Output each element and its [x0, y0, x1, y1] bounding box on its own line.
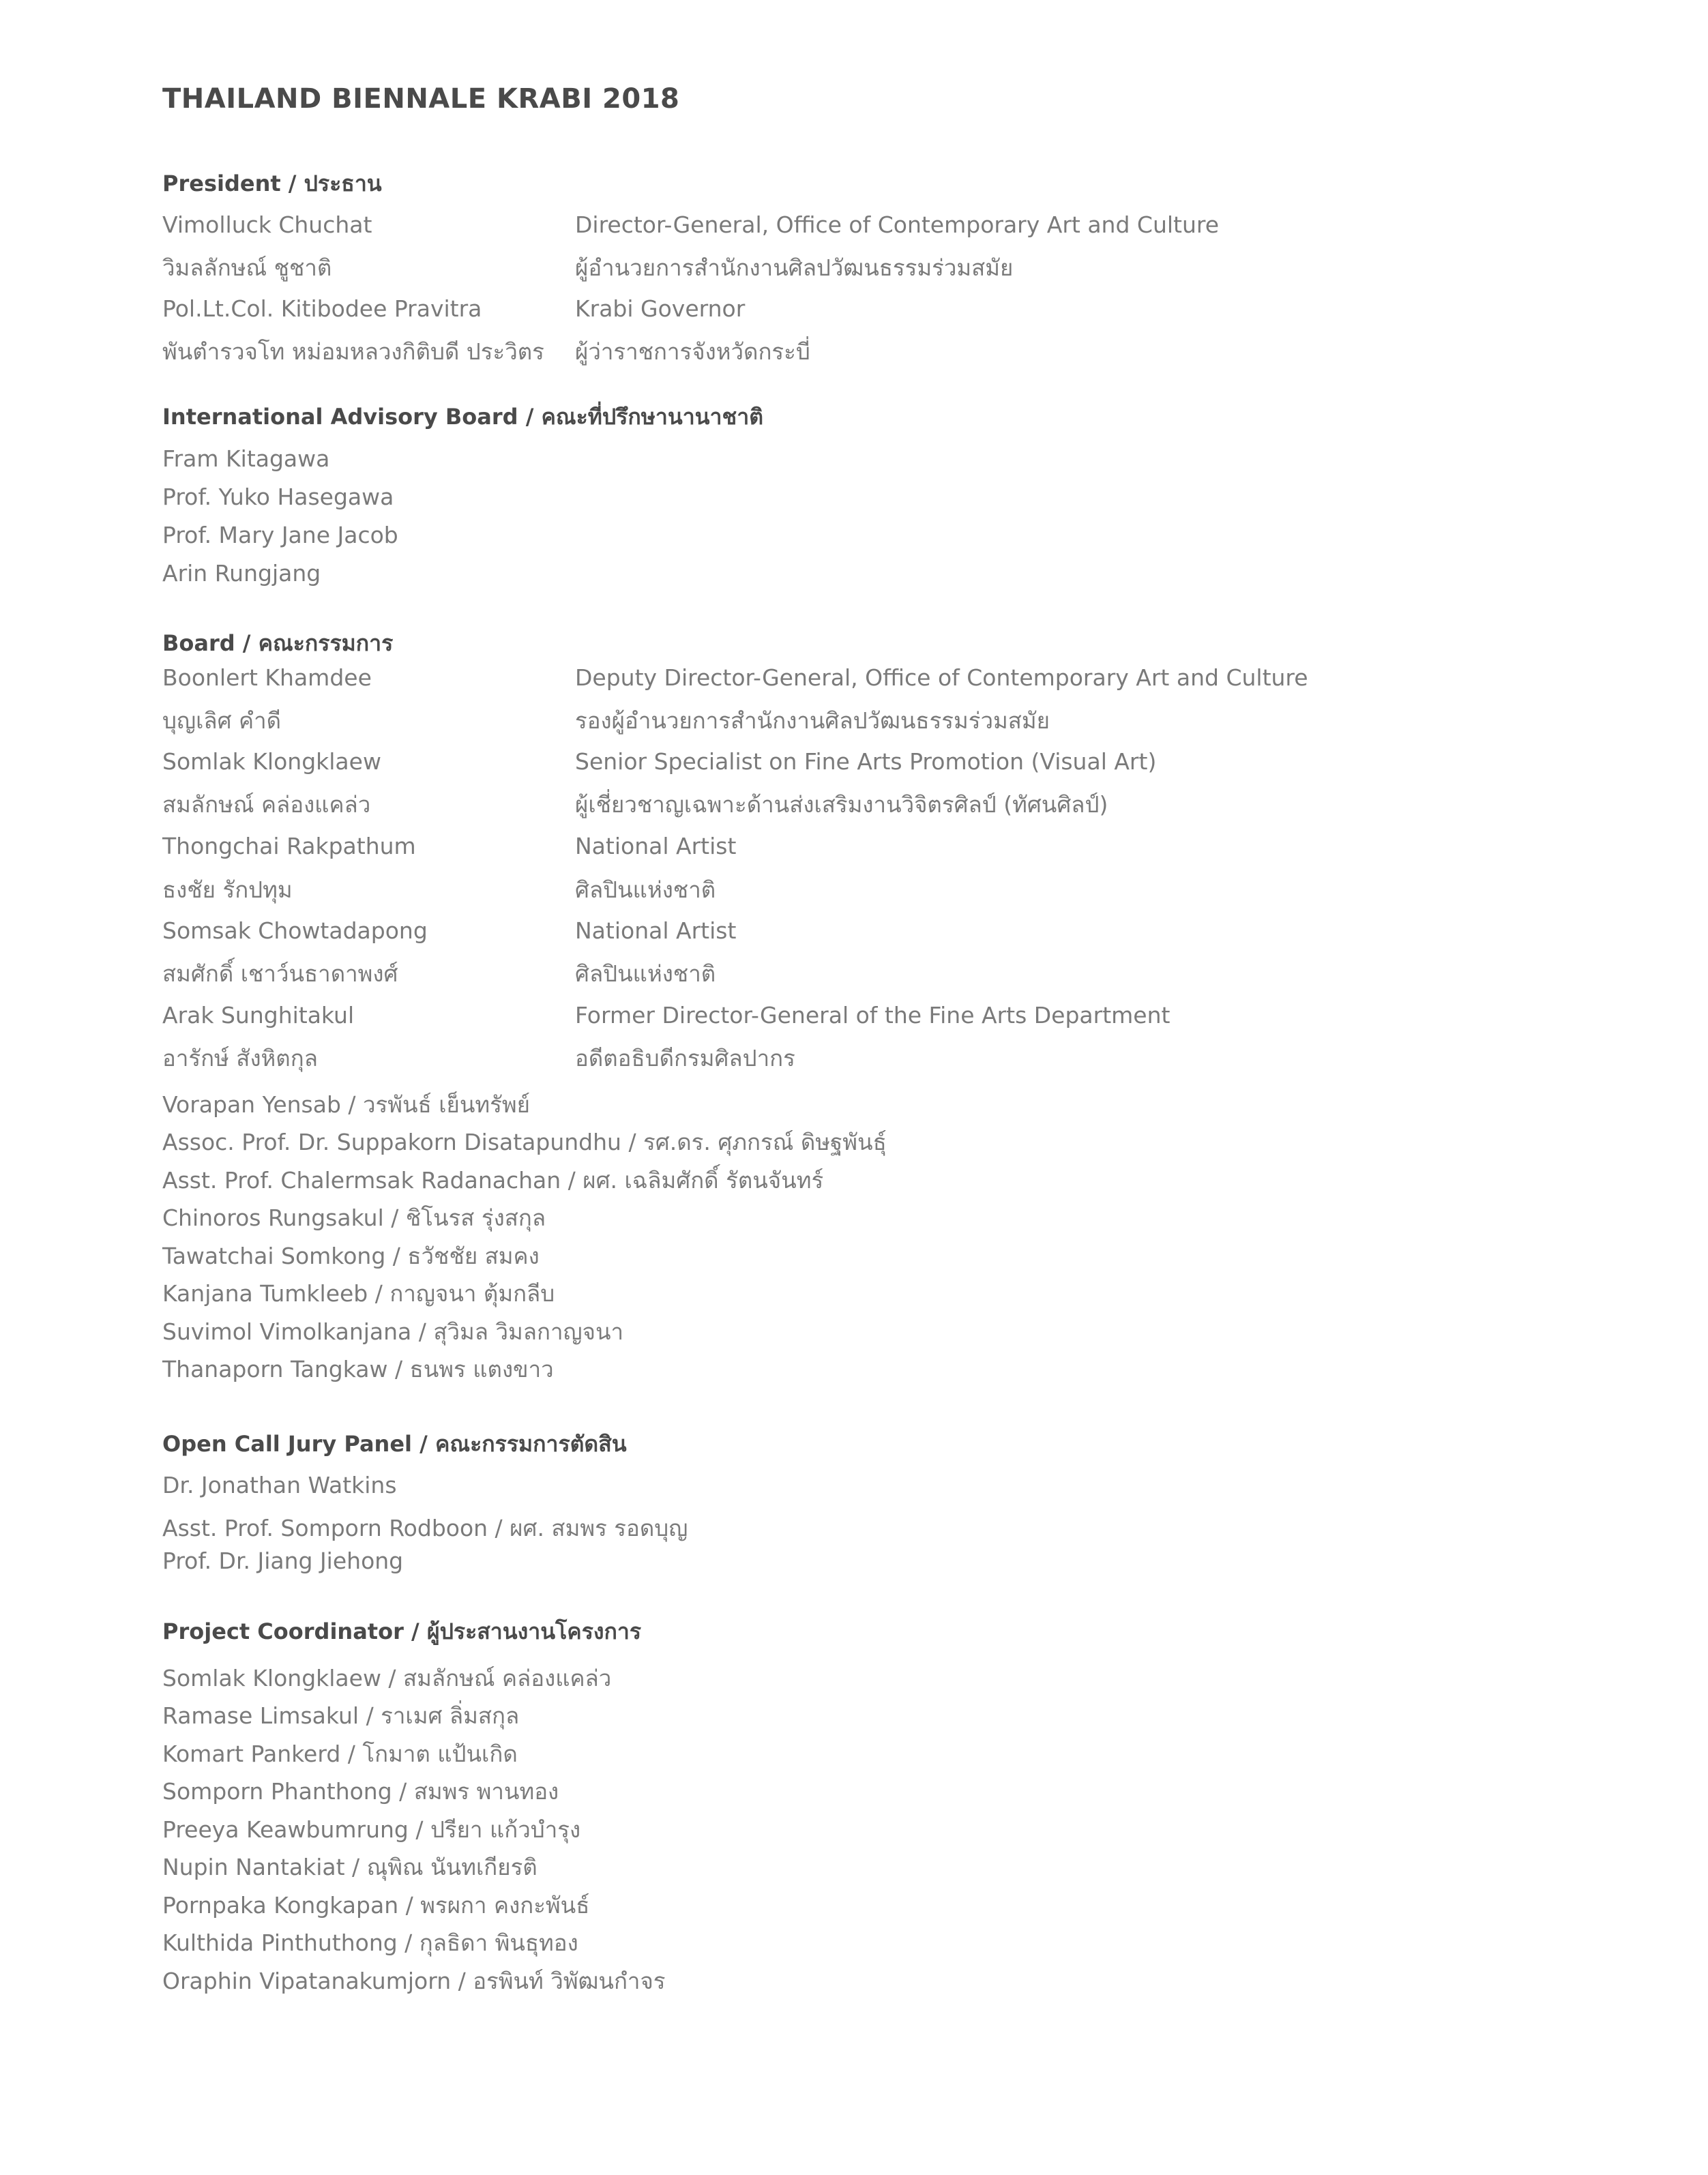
- role-th: ผู้เชี่ยวชาญเฉพาะด้านส่งเสริมงานวิจิตรศิลป์ (ทัศนศิลป์): [575, 791, 1108, 818]
- member-item: Assoc. Prof. Dr. Suppakorn Disatapundhu / รศ.ดร. ศุภกรณ์ ดิษฐพันธุ์: [162, 1129, 887, 1155]
- name-en: Thongchai Rakpathum: [162, 833, 416, 859]
- member-item: Somlak Klongklaew / สมลักษณ์ คล่องแคล่ว: [162, 1665, 612, 1691]
- role-th: ผู้อำนวยการสำนักงานศิลปวัฒนธรรมร่วมสมัย: [575, 254, 1014, 281]
- name-en: Somsak Chowtadapong: [162, 917, 428, 944]
- role-th: ผู้ว่าราชการจังหวัดกระบี่: [575, 338, 810, 365]
- member-item: Prof. Dr. Jiang Jiehong: [162, 1548, 404, 1574]
- role-en: National Artist: [575, 917, 737, 944]
- member-item: Tawatchai Somkong / ธวัชชัย สมคง: [162, 1243, 540, 1269]
- member-item: Fram Kitagawa: [162, 445, 330, 472]
- member-item: Kulthida Pinthuthong / กุลธิดา พินธุทอง: [162, 1929, 578, 1956]
- member-item: Pornpaka Kongkapan / พรผกา คงกะพันธ์: [162, 1892, 590, 1919]
- role-th: ศิลปินแห่งชาติ: [575, 960, 716, 987]
- member-item: Ramase Limsakul / ราเมศ ลิ่มสกุล: [162, 1702, 520, 1729]
- member-item: Thanaporn Tangkaw / ธนพร แตงขาว: [162, 1356, 554, 1382]
- member-item: Arin Rungjang: [162, 560, 321, 587]
- member-item: Vorapan Yensab / วรพันธ์ เย็นทรัพย์: [162, 1091, 530, 1118]
- name-th: ธงชัย รักปทุม: [162, 876, 293, 903]
- name-en: Vimolluck Chuchat: [162, 211, 372, 238]
- role-en: National Artist: [575, 833, 737, 859]
- name-th: บุญเลิศ คำดี: [162, 707, 282, 734]
- name-th: พันตำรวจโท หม่อมหลวงกิติบดี ประวิตร: [162, 338, 544, 365]
- role-en: Director-General, Office of Contemporary Art and Culture: [575, 211, 1220, 238]
- name-th: สมศักดิ์ เชาว์นธาดาพงศ์: [162, 960, 398, 987]
- member-item: Prof. Yuko Hasegawa: [162, 484, 394, 510]
- section-heading-advisory: International Advisory Board / คณะที่ปรึกษานานาชาติ: [162, 404, 763, 430]
- name-en: Somlak Klongklaew: [162, 748, 381, 775]
- name-th: อารักษ์ สังหิตกุล: [162, 1045, 318, 1071]
- member-item: Oraphin Vipatanakumjorn / อรพินท์ วิพัฒนกำจร: [162, 1968, 666, 1994]
- name-th: วิมลลักษณ์ ชูชาติ: [162, 254, 332, 281]
- member-item: Asst. Prof. Chalermsak Radanachan / ผศ. เฉลิมศักดิ์ รัตนจันทร์: [162, 1167, 824, 1194]
- member-item: Asst. Prof. Somporn Rodboon / ผศ. สมพร รอดบุญ: [162, 1515, 688, 1541]
- role-en: Former Director-General of the Fine Arts Department: [575, 1002, 1170, 1029]
- member-item: Kanjana Tumkleeb / กาญจนา ตุ้มกลีบ: [162, 1280, 555, 1307]
- name-th: สมลักษณ์ คล่องแคล่ว: [162, 791, 371, 818]
- member-item: Nupin Nantakiat / ณุพิณ นันทเกียรติ: [162, 1854, 538, 1880]
- member-item: Komart Pankerd / โกมาต แป้นเกิด: [162, 1741, 518, 1767]
- role-th: อดีตอธิบดีกรมศิลปากร: [575, 1045, 795, 1071]
- name-en: Pol.Lt.Col. Kitibodee Pravitra: [162, 295, 482, 322]
- name-en: Arak Sunghitakul: [162, 1002, 355, 1029]
- member-item: Chinoros Rungsakul / ชิโนรส รุ่งสกุล: [162, 1204, 546, 1231]
- member-item: Prof. Mary Jane Jacob: [162, 522, 398, 548]
- role-en: Krabi Governor: [575, 295, 746, 322]
- document-title: THAILAND BIENNALE KRABI 2018: [162, 83, 680, 115]
- role-en: Deputy Director-General, Office of Contemporary Art and Culture: [575, 664, 1308, 691]
- role-th: ศิลปินแห่งชาติ: [575, 876, 716, 903]
- member-item: Dr. Jonathan Watkins: [162, 1472, 397, 1498]
- section-heading-president: President / ประธาน: [162, 171, 382, 196]
- role-th: รองผู้อำนวยการสำนักงานศิลปวัฒนธรรมร่วมสมัย: [575, 707, 1050, 734]
- section-heading-coordinator: Project Coordinator / ผู้ประสานงานโครงการ: [162, 1618, 642, 1644]
- section-heading-board: Board / คณะกรรมการ: [162, 630, 394, 656]
- role-en: Senior Specialist on Fine Arts Promotion (Visual Art): [575, 748, 1157, 775]
- member-item: Somporn Phanthong / สมพร พานทอง: [162, 1778, 559, 1805]
- section-heading-jury: Open Call Jury Panel / คณะกรรมการตัดสิน: [162, 1431, 627, 1457]
- name-en: Boonlert Khamdee: [162, 664, 372, 691]
- member-item: Suvimol Vimolkanjana / สุวิมล วิมลกาญจนา: [162, 1318, 624, 1345]
- member-item: Preeya Keawbumrung / ปรียา แก้วบำรุง: [162, 1816, 581, 1843]
